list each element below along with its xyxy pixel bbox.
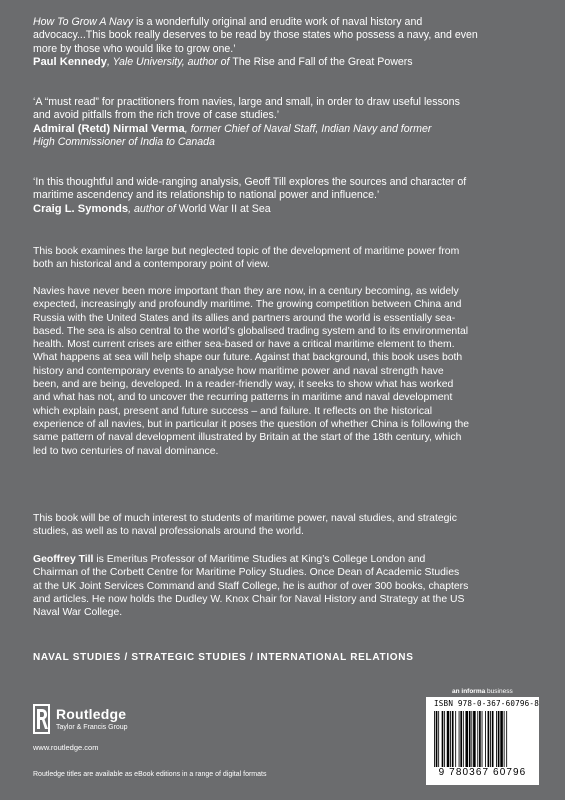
quote-attribution: Craig L. Symonds, author of World War II at Sea [33, 202, 271, 215]
isbn-text: ISBN 978-0-367-60796-8 [434, 699, 539, 708]
routledge-logo-icon [33, 704, 50, 734]
isbn-barcode [426, 697, 539, 785]
ebook-note: Routledge titles are available as eBook editions in a range of digital formats [33, 771, 267, 778]
quote-3 [33, 176, 533, 216]
author-name: Geoffrey Till [33, 554, 94, 565]
quote-text: How To Grow A Navy is a wonderfully original and erudite work of naval history and advocacy...This book really deserves to be read by those states who possess a navy, and even more by those who would like to grow one.’ [33, 16, 478, 55]
publisher-website: www.routledge.com [33, 743, 99, 752]
publisher-logo [33, 704, 173, 740]
subject-categories: NAVAL STUDIES / STRATEGIC STUDIES / INTERNATIONAL RELATIONS [33, 652, 414, 663]
quote-text: ‘A “must read” for practitioners from navies, large and small, in order to draw useful lessons and avoid pitfalls from the rich trove of case studies.’ [33, 96, 460, 122]
quote-2 [33, 96, 533, 150]
author-bio: Geoffrey Till is Emeritus Professor of Maritime Studies at King’s College London and Chairman of the Corbett Centre for Maritime Policy Studies. Once Dean of Academic Studies at the UK Joint Services Command and Staff College, he is author of over 300 books, chapters and articles. He now holds the Dudley W. Knox Chair for Naval History and Strategy at the US Naval War College. [33, 554, 469, 619]
quote-attribution: Admiral (Retd) Nirmal Verma, former Chief of Naval Staff, Indian Navy and former [33, 122, 432, 135]
description-para-2: Navies have never been more important than they are now, in a century becoming, as widely expected, increasingly and profoundly maritime. The growing competition between China and Russia with the United States and its allies and partners around the world is essentially sea- based. The sea is also central to the world’s globalised trading system and to its environmental health. Most current crises are either sea-based or have a critical maritime element to them. What happens at sea will help shape our future. Against that background, this book uses both history and contemporary events to analyse how maritime power and naval strength have been, and are being, developed. In a reader-friendly way, it seeks to show what has worked and what has not, and to uncover the recurring patterns in maritime and naval development which explain past, present and future success – and failure. It reflects on the historical experience of all navies, but in particular it poses the question of whether China is following the same pattern of naval development illustrated by Britain at the start of the 18th century, which led to two centuries of naval dominance. [33, 286, 470, 457]
barcode-digits: 9 780367 60796 [438, 767, 527, 778]
publisher-subtitle: Taylor & Francis Group [56, 724, 128, 731]
barcode-bars [434, 711, 534, 767]
quote-text: ‘In this thoughtful and wide-ranging analysis, Geoff Till explores the sources and character of maritime ascendency and its relationship to national power and influence.’ [33, 176, 467, 202]
description-para-3: This book will be of much interest to students of maritime power, naval studies, and strategic studies, as well as to naval professionals around the world. [33, 513, 457, 538]
quote-attribution-cont: High Commissioner of India to Canada [33, 136, 215, 149]
informa-credit: an informa business [452, 688, 513, 695]
description-para-1: This book examines the large but neglected topic of the development of maritime power from both an historical and a contemporary point of view. [33, 246, 460, 271]
publisher-name: Routledge [56, 706, 127, 722]
quote-1 [33, 16, 533, 70]
quote-attribution: Paul Kennedy, Yale University, author of The Rise and Fall of the Great Powers [33, 56, 413, 69]
